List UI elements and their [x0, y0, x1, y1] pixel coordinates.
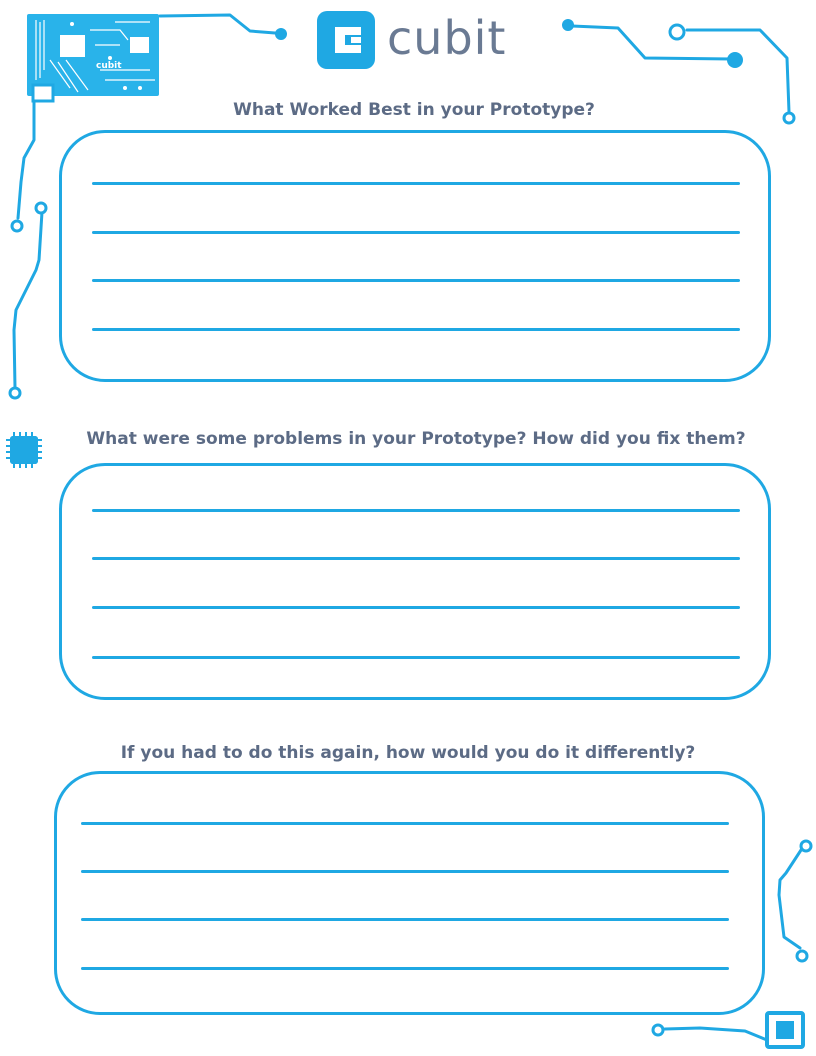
- question-1-heading: What Worked Best in your Prototype?: [233, 100, 595, 120]
- answer-line[interactable]: [92, 328, 740, 331]
- answer-box-3[interactable]: [54, 771, 765, 1015]
- answer-line[interactable]: [81, 967, 729, 970]
- question-2-heading: What were some problems in your Prototype? How did you fix them?: [86, 429, 746, 449]
- cubit-logo-icon: [317, 11, 375, 69]
- board-brand-label: cubit: [96, 61, 122, 71]
- answer-line[interactable]: [81, 870, 729, 873]
- answer-line[interactable]: [92, 557, 740, 560]
- answer-line[interactable]: [92, 182, 740, 185]
- answer-line[interactable]: [81, 918, 729, 921]
- cubit-logo: [317, 11, 506, 69]
- answer-line[interactable]: [81, 822, 729, 825]
- brand-name: cubit: [387, 11, 507, 65]
- answer-line[interactable]: [92, 231, 740, 234]
- question-3-heading: If you had to do this again, how would you do it differently?: [120, 743, 696, 763]
- answer-line[interactable]: [92, 509, 740, 512]
- answer-box-1[interactable]: [59, 130, 771, 382]
- answer-line[interactable]: [92, 606, 740, 609]
- answer-box-2[interactable]: [59, 463, 771, 700]
- answer-line[interactable]: [92, 279, 740, 282]
- answer-line[interactable]: [92, 656, 740, 659]
